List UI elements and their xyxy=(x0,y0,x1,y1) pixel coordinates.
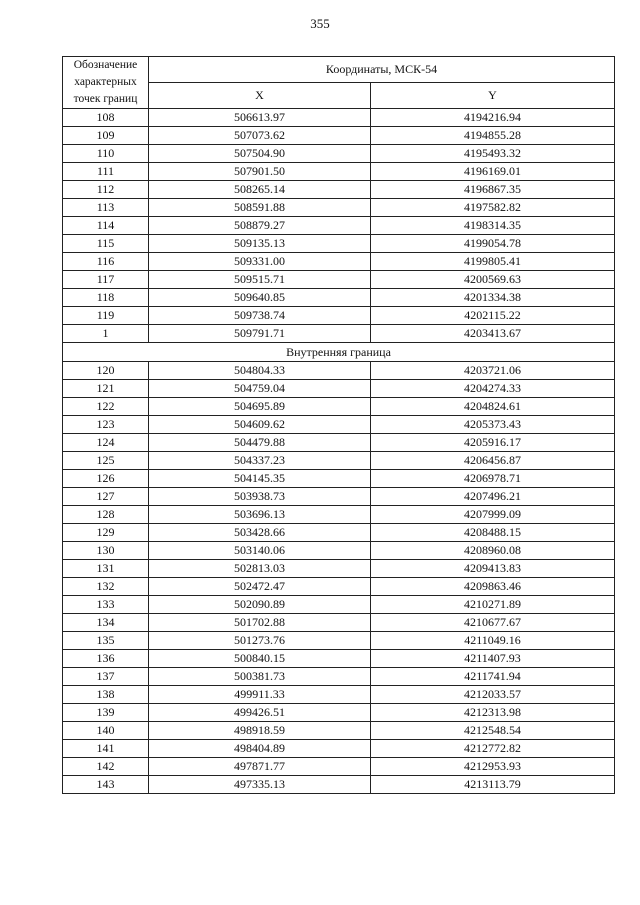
point-id-cell: 129 xyxy=(63,524,149,542)
table-row xyxy=(63,434,615,452)
point-id-cell: 139 xyxy=(63,704,149,722)
x-coordinate-cell: 501702.88 xyxy=(149,614,371,632)
outer-boundary-rows xyxy=(63,109,615,343)
table-row xyxy=(63,416,615,434)
y-coordinate-cell: 4203413.67 xyxy=(371,325,615,343)
y-coordinate-cell: 4201334.38 xyxy=(371,289,615,307)
x-coordinate-cell: 499911.33 xyxy=(149,686,371,704)
point-id-cell: 133 xyxy=(63,596,149,614)
table-row xyxy=(63,704,615,722)
table-row xyxy=(63,181,615,199)
header-label-line: точек границ xyxy=(73,93,138,105)
x-coordinate-cell: 503938.73 xyxy=(149,488,371,506)
table-row xyxy=(63,560,615,578)
y-coordinate-cell: 4196867.35 xyxy=(371,181,615,199)
point-id-cell: 134 xyxy=(63,614,149,632)
table-row xyxy=(63,542,615,560)
x-coordinate-cell: 504695.89 xyxy=(149,398,371,416)
x-coordinate-cell: 498918.59 xyxy=(149,722,371,740)
y-coordinate-cell: 4208960.08 xyxy=(371,542,615,560)
x-coordinate-cell: 507504.90 xyxy=(149,145,371,163)
table-row xyxy=(63,488,615,506)
table-row xyxy=(63,127,615,145)
y-column-header: Y xyxy=(371,83,615,109)
table-row xyxy=(63,632,615,650)
x-coordinate-cell: 504145.35 xyxy=(149,470,371,488)
x-coordinate-cell: 497335.13 xyxy=(149,776,371,794)
point-id-cell: 1 xyxy=(63,325,149,343)
point-id-cell: 132 xyxy=(63,578,149,596)
x-coordinate-cell: 509640.85 xyxy=(149,289,371,307)
y-coordinate-cell: 4204274.33 xyxy=(371,380,615,398)
x-coordinate-cell: 502472.47 xyxy=(149,578,371,596)
y-coordinate-cell: 4205916.17 xyxy=(371,434,615,452)
point-id-cell: 121 xyxy=(63,380,149,398)
table-row xyxy=(63,109,615,127)
y-coordinate-cell: 4212772.82 xyxy=(371,740,615,758)
y-coordinate-cell: 4213113.79 xyxy=(371,776,615,794)
x-coordinate-cell: 504479.88 xyxy=(149,434,371,452)
y-coordinate-cell: 4212548.54 xyxy=(371,722,615,740)
section-title: Внутренняя граница xyxy=(63,343,615,362)
point-id-cell: 112 xyxy=(63,181,149,199)
point-id-cell: 111 xyxy=(63,163,149,181)
x-coordinate-cell: 508591.88 xyxy=(149,199,371,217)
table-row xyxy=(63,668,615,686)
point-id-cell: 138 xyxy=(63,686,149,704)
y-coordinate-cell: 4204824.61 xyxy=(371,398,615,416)
x-coordinate-cell: 500840.15 xyxy=(149,650,371,668)
x-coordinate-cell: 506613.97 xyxy=(149,109,371,127)
y-coordinate-cell: 4209413.83 xyxy=(371,560,615,578)
y-coordinate-cell: 4194855.28 xyxy=(371,127,615,145)
table-row xyxy=(63,271,615,289)
y-coordinate-cell: 4211741.94 xyxy=(371,668,615,686)
coordinates-table xyxy=(62,56,615,794)
point-id-cell: 122 xyxy=(63,398,149,416)
section-row xyxy=(63,343,615,362)
x-coordinate-cell: 503140.06 xyxy=(149,542,371,560)
x-coordinate-cell: 500381.73 xyxy=(149,668,371,686)
table-row xyxy=(63,452,615,470)
point-designation-header xyxy=(63,57,149,109)
y-coordinate-cell: 4202115.22 xyxy=(371,307,615,325)
y-coordinate-cell: 4206456.87 xyxy=(371,452,615,470)
table-row xyxy=(63,740,615,758)
table-row xyxy=(63,470,615,488)
point-id-cell: 137 xyxy=(63,668,149,686)
y-coordinate-cell: 4194216.94 xyxy=(371,109,615,127)
x-coordinate-cell: 504804.33 xyxy=(149,362,371,380)
table-row xyxy=(63,758,615,776)
x-coordinate-cell: 502090.89 xyxy=(149,596,371,614)
y-coordinate-cell: 4203721.06 xyxy=(371,362,615,380)
y-coordinate-cell: 4207496.21 xyxy=(371,488,615,506)
table-row xyxy=(63,686,615,704)
y-coordinate-cell: 4211407.93 xyxy=(371,650,615,668)
x-coordinate-cell: 499426.51 xyxy=(149,704,371,722)
inner-boundary-rows xyxy=(63,362,615,794)
table-row xyxy=(63,163,615,181)
table-row xyxy=(63,145,615,163)
x-coordinate-cell: 504759.04 xyxy=(149,380,371,398)
table-row xyxy=(63,614,615,632)
point-id-cell: 119 xyxy=(63,307,149,325)
point-id-cell: 127 xyxy=(63,488,149,506)
point-id-cell: 113 xyxy=(63,199,149,217)
y-coordinate-cell: 4211049.16 xyxy=(371,632,615,650)
x-coordinate-cell: 503696.13 xyxy=(149,506,371,524)
x-coordinate-cell: 497871.77 xyxy=(149,758,371,776)
table-row xyxy=(63,325,615,343)
y-coordinate-cell: 4209863.46 xyxy=(371,578,615,596)
x-coordinate-cell: 498404.89 xyxy=(149,740,371,758)
point-id-cell: 126 xyxy=(63,470,149,488)
table-row xyxy=(63,235,615,253)
point-id-cell: 117 xyxy=(63,271,149,289)
y-coordinate-cell: 4207999.09 xyxy=(371,506,615,524)
point-id-cell: 128 xyxy=(63,506,149,524)
point-id-cell: 142 xyxy=(63,758,149,776)
x-coordinate-cell: 504337.23 xyxy=(149,452,371,470)
x-coordinate-cell: 502813.03 xyxy=(149,560,371,578)
table-row xyxy=(63,722,615,740)
y-coordinate-cell: 4198314.35 xyxy=(371,217,615,235)
y-coordinate-cell: 4212033.57 xyxy=(371,686,615,704)
x-coordinate-cell: 507901.50 xyxy=(149,163,371,181)
point-id-cell: 110 xyxy=(63,145,149,163)
y-coordinate-cell: 4210271.89 xyxy=(371,596,615,614)
table-row xyxy=(63,650,615,668)
table-row xyxy=(63,506,615,524)
x-coordinate-cell: 508265.14 xyxy=(149,181,371,199)
y-coordinate-cell: 4212953.93 xyxy=(371,758,615,776)
table-row xyxy=(63,524,615,542)
y-coordinate-cell: 4195493.32 xyxy=(371,145,615,163)
point-id-cell: 140 xyxy=(63,722,149,740)
table-row xyxy=(63,596,615,614)
y-coordinate-cell: 4196169.01 xyxy=(371,163,615,181)
y-coordinate-cell: 4197582.82 xyxy=(371,199,615,217)
table-row xyxy=(63,578,615,596)
x-coordinate-cell: 509738.74 xyxy=(149,307,371,325)
point-id-cell: 125 xyxy=(63,452,149,470)
y-coordinate-cell: 4199054.78 xyxy=(371,235,615,253)
point-id-cell: 108 xyxy=(63,109,149,127)
x-coordinate-cell: 509331.00 xyxy=(149,253,371,271)
x-coordinate-cell: 501273.76 xyxy=(149,632,371,650)
x-coordinate-cell: 509791.71 xyxy=(149,325,371,343)
header-label-line: Обозначение xyxy=(73,59,138,71)
point-id-cell: 120 xyxy=(63,362,149,380)
point-id-cell: 116 xyxy=(63,253,149,271)
table-row xyxy=(63,362,615,380)
point-id-cell: 124 xyxy=(63,434,149,452)
point-id-cell: 136 xyxy=(63,650,149,668)
y-coordinate-cell: 4205373.43 xyxy=(371,416,615,434)
y-coordinate-cell: 4199805.41 xyxy=(371,253,615,271)
x-coordinate-cell: 509135.13 xyxy=(149,235,371,253)
table-row xyxy=(63,289,615,307)
table-row xyxy=(63,217,615,235)
x-coordinate-cell: 509515.71 xyxy=(149,271,371,289)
x-coordinate-cell: 503428.66 xyxy=(149,524,371,542)
point-id-cell: 143 xyxy=(63,776,149,794)
table-row xyxy=(63,253,615,271)
point-id-cell: 114 xyxy=(63,217,149,235)
point-id-cell: 123 xyxy=(63,416,149,434)
y-coordinate-cell: 4208488.15 xyxy=(371,524,615,542)
point-id-cell: 109 xyxy=(63,127,149,145)
table-row xyxy=(63,307,615,325)
x-coordinate-cell: 507073.62 xyxy=(149,127,371,145)
point-id-cell: 135 xyxy=(63,632,149,650)
y-coordinate-cell: 4212313.98 xyxy=(371,704,615,722)
table-header xyxy=(63,57,615,109)
point-id-cell: 115 xyxy=(63,235,149,253)
x-coordinate-cell: 504609.62 xyxy=(149,416,371,434)
section-divider xyxy=(63,343,615,362)
point-id-cell: 118 xyxy=(63,289,149,307)
point-id-cell: 131 xyxy=(63,560,149,578)
table-row xyxy=(63,199,615,217)
page-number: 355 xyxy=(310,16,330,31)
point-id-cell: 130 xyxy=(63,542,149,560)
y-coordinate-cell: 4200569.63 xyxy=(371,271,615,289)
header-label-line: характерных xyxy=(74,76,137,88)
table-row xyxy=(63,398,615,416)
y-coordinate-cell: 4206978.71 xyxy=(371,470,615,488)
coordinates-group-header: Координаты, МСК-54 xyxy=(149,57,615,83)
x-coordinate-cell: 508879.27 xyxy=(149,217,371,235)
y-coordinate-cell: 4210677.67 xyxy=(371,614,615,632)
x-column-header: X xyxy=(149,83,371,109)
table-row xyxy=(63,380,615,398)
point-id-cell: 141 xyxy=(63,740,149,758)
table-row xyxy=(63,776,615,794)
